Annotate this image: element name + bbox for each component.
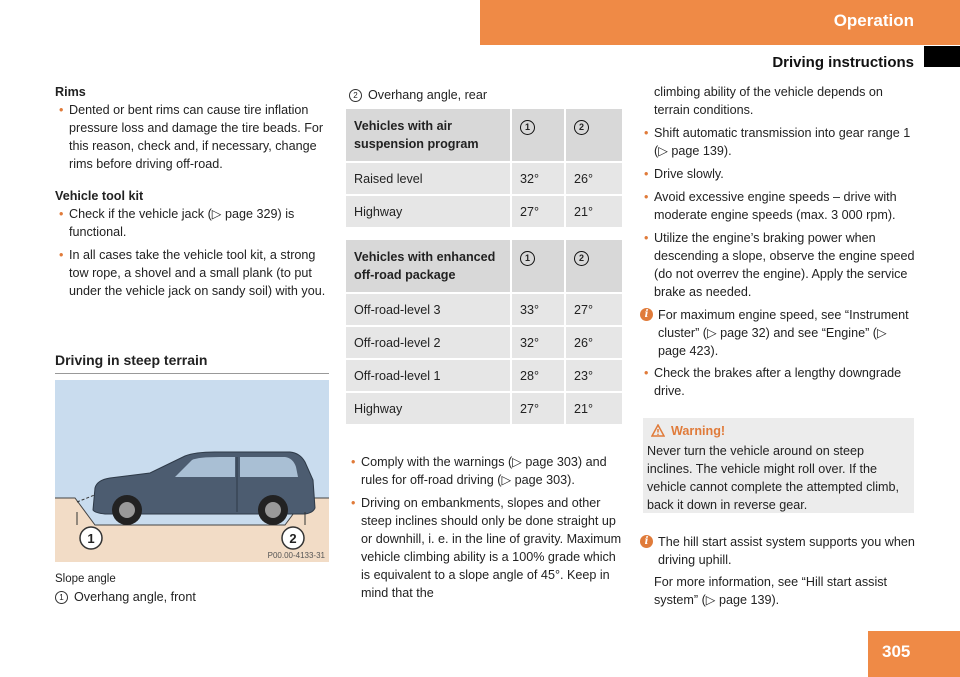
table1-col-front: 1 (520, 120, 535, 135)
row-front: 27° (511, 195, 565, 228)
legend-marker-2: 2 (349, 89, 362, 102)
toolkit-heading: Vehicle tool kit (55, 189, 144, 203)
table1-header: Vehicles with air suspension program (346, 109, 511, 162)
right-column (640, 83, 916, 405)
table-row (346, 359, 622, 392)
info-hill-text: The hill start assist system supports you when driving uphill. (658, 535, 915, 567)
table-row (346, 195, 622, 228)
page-number: 305 (882, 642, 911, 661)
row-rear: 26° (565, 162, 622, 195)
row-label: Off-road-level 2 (346, 326, 511, 359)
info-note-hill (640, 533, 916, 569)
offroad-package-table (346, 240, 622, 426)
warnings-bullet: • Comply with the warnings (▷ page 303) and rules for off-road driving (▷ page 303). (347, 453, 625, 489)
table1-col-rear: 2 (574, 120, 589, 135)
row-label: Highway (346, 195, 511, 228)
table-row (346, 392, 622, 425)
warning-text: Never turn the vehicle around on steep inclines. The vehicle might roll over. If the vehicle cannot complete the attempted climb, back it down in reverse gear. (647, 444, 900, 512)
row-label: Off-road-level 1 (346, 359, 511, 392)
figure-caption-block (55, 570, 331, 606)
toolkit-bullet-2: • In all cases take the vehicle tool kit, a strong tow rope, a shovel and a small plank (to put under the vehicle jack on sandy soil) with you. (55, 246, 331, 300)
engine-speed-bullet: • Avoid excessive engine speeds – drive with moderate engine speeds (max. 3 000 rpm). (640, 188, 916, 224)
brakes-bullet: • Check the brakes after a lengthy downgrade drive. (640, 364, 916, 400)
legend-rear (349, 86, 625, 104)
info-hill-more: For more information, see “Hill start assist system” (▷ page 139). (654, 575, 888, 607)
shift-bullet: • Shift automatic transmission into gear range 1 (▷ page 139). (640, 124, 916, 160)
legend-front-text: Overhang angle, front (74, 590, 196, 604)
figure-code: P00.00-4133-31 (267, 551, 325, 560)
car-slope-illustration (55, 380, 329, 562)
table-row (346, 162, 622, 195)
row-front: 32° (511, 162, 565, 195)
row-label: Highway (346, 392, 511, 425)
table2-header: Vehicles with enhanced off-road package (346, 240, 511, 293)
warning-title: Warning! (671, 424, 726, 438)
info-icon: i (640, 308, 653, 321)
row-label: Off-road-level 3 (346, 293, 511, 326)
legend-marker-1: 1 (55, 591, 68, 604)
warning-triangle-icon (651, 424, 665, 437)
table2-col-rear: 2 (574, 251, 589, 266)
info-icon: i (640, 535, 653, 548)
section-title: Driving in steep terrain (55, 351, 329, 374)
row-front: 33° (511, 293, 565, 326)
info-note-engine (640, 306, 916, 360)
embankment-bullet: • Driving on embankments, slopes and other steep inclines should only be done straight up or downhill, i. e. in the line of gravity. Maximum vehicle climbing ability is a 100% grade which is equivalent to a slope angle of 45°. Keep in mind that the (347, 494, 625, 602)
marker-1-label: 1 (87, 531, 95, 546)
row-rear: 27° (565, 293, 622, 326)
info-engine-text: For maximum engine speed, see “Instrument cluster” (▷ page 32) and see “Engine” (▷ page 423). (658, 308, 909, 358)
slope-angle-figure (55, 380, 329, 562)
marker-2-label: 2 (289, 531, 297, 546)
braking-bullet: • Utilize the engine’s braking power when descending a slope, observe the engine speed (do not overrev the engine). Apply the service brake as needed. (640, 229, 916, 301)
legend-rear-text: Overhang angle, rear (368, 88, 488, 102)
chapter-header (480, 0, 960, 45)
rims-heading: Rims (55, 85, 86, 99)
middle-bullets (347, 453, 625, 607)
air-suspension-table (346, 109, 622, 229)
row-front: 28° (511, 359, 565, 392)
legend-front (55, 588, 331, 606)
continuation-text: climbing ability of the vehicle depends on terrain conditions. (654, 85, 883, 117)
row-rear: 21° (565, 392, 622, 425)
left-column (55, 83, 331, 305)
table2-col-front: 1 (520, 251, 535, 266)
row-front: 27° (511, 392, 565, 425)
page-number-box (868, 631, 960, 677)
section-header: Driving instructions (772, 54, 914, 71)
row-rear: 21° (565, 195, 622, 228)
row-front: 32° (511, 326, 565, 359)
figure-caption: Slope angle (55, 573, 116, 585)
toolkit-bullet-1: • Check if the vehicle jack (▷ page 329) is functional. (55, 205, 331, 241)
drive-slowly-bullet: • Drive slowly. (640, 165, 916, 183)
table-row (346, 326, 622, 359)
row-rear: 26° (565, 326, 622, 359)
hill-start-note (640, 533, 916, 609)
row-label: Raised level (346, 162, 511, 195)
thumb-tab (924, 46, 960, 67)
rims-bullet: • Dented or bent rims can cause tire inflation pressure loss and damage the tire beads. For this reason, check and, if necessary, change rims before driving off-road. (55, 101, 331, 173)
chapter-title: Operation (833, 11, 914, 30)
warning-box (643, 418, 914, 513)
row-rear: 23° (565, 359, 622, 392)
table-row (346, 293, 622, 326)
